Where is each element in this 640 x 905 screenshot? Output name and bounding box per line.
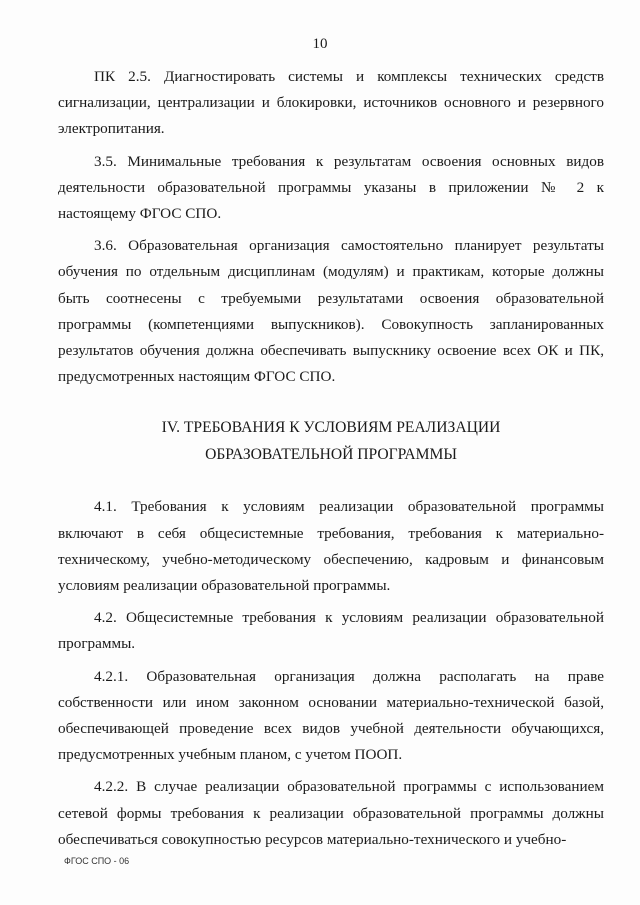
paragraph-3-5: 3.5. Минимальные требования к результатам освоения основных видов деятельности образовательной программы указаны в приложении № 2 к настоящему ФГОС СПО. [58,152,604,223]
footer-code: ФГОС СПО - 06 [64,856,130,866]
document-body [58,64,604,859]
section-heading-line-2: ОБРАЗОВАТЕЛЬНОЙ ПРОГРАММЫ [205,446,457,464]
paragraph-pk-2-5: ПК 2.5. Диагностировать системы и комплексы технических средств сигнализации, централизации и блокировки, источников основного и резервного электропитания. [58,68,604,138]
paragraph-4-2-2: 4.2.2. В случае реализации образовательной программы с использованием сетевой формы требования к реализации образовательной программы должны обеспечиваться совокупностью ресурсов материально-технического и учебно- [58,778,604,848]
paragraph-3-6: 3.6. Образовательная организация самостоятельно планирует результаты обучения по отдельным дисциплинам (модулям) и практикам, которые должны быть соотнесены с требуемыми результатами освоения образовательной программы (компетенциями выпускников). Совокупность запланированных результатов обучения должна обеспечивать выпускнику освоение всех ОК и ПК, предусмотренных настоящим ФГОС СПО. [58,237,604,386]
paragraph-4-2: 4.2. Общесистемные требования к условиям реализации образовательной программы. [58,609,604,653]
section-heading-line-1: IV. ТРЕБОВАНИЯ К УСЛОВИЯМ РЕАЛИЗАЦИИ [161,419,501,437]
page-number: 10 [312,36,328,52]
paragraph-4-2-1: 4.2.1. Образовательная организация должна располагать на праве собственности или ином законном основании материально-технической базой, обеспечивающей проведение всех видов учебной деятельности обучающихся, предусмотренных учебным планом, с учетом ПООП. [58,667,604,764]
paragraph-4-1: 4.1. Требования к условиям реализации образовательной программы включают в себя общесистемные требования, требования к материально-техническому, учебно-методическому обеспечению, кадровым и финансовым условиям реализации образовательной программы. [58,498,604,595]
section-heading [58,414,604,468]
